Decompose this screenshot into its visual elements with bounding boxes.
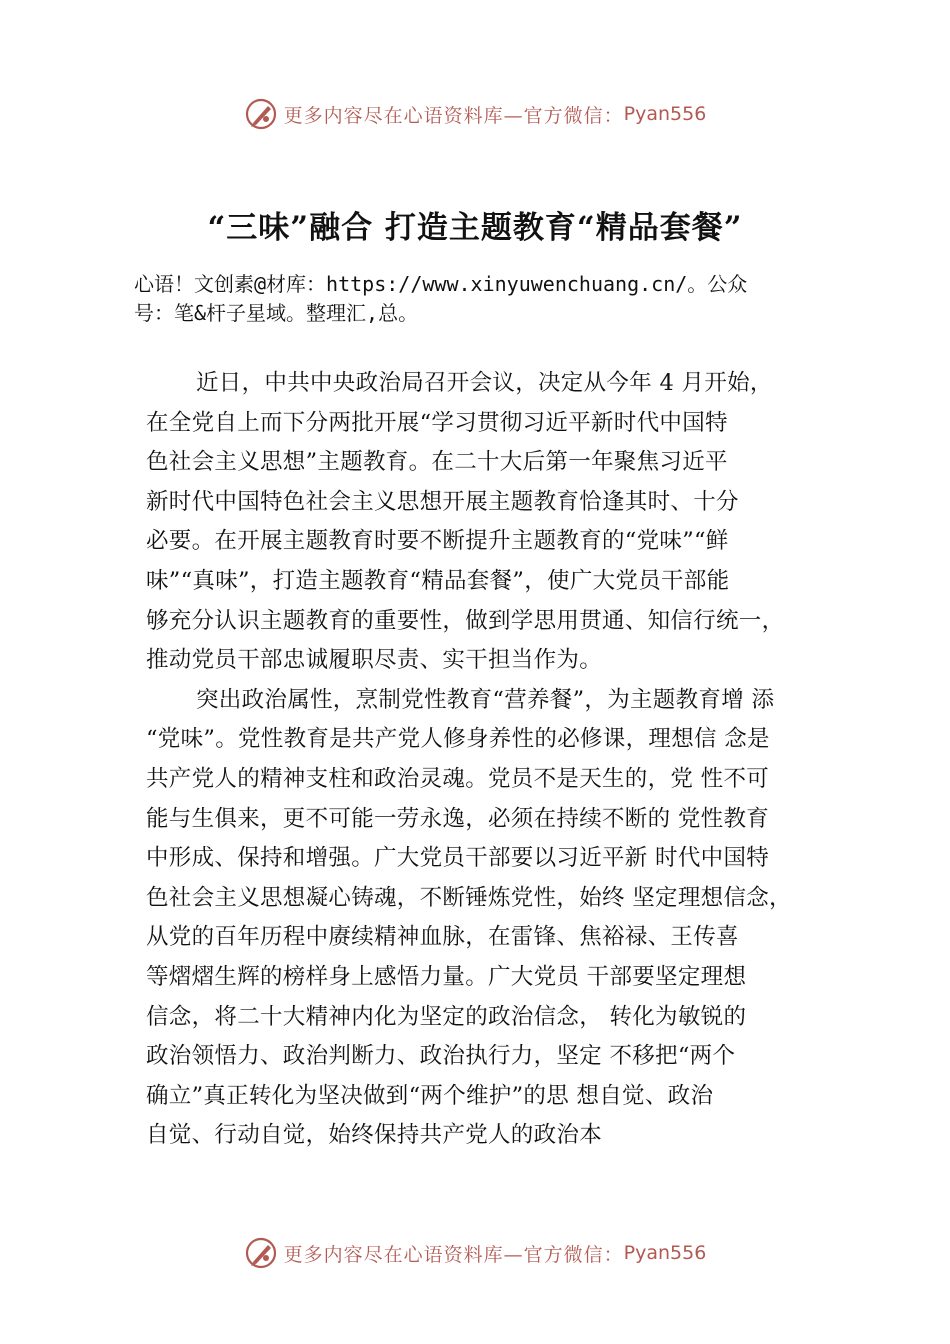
- document-title: “三味”融合 打造主题教育“精品套餐”: [207, 210, 743, 246]
- text-line: 等熠熠生辉的榜样身上感悟力量。广大党员 干部要坚定理想: [146, 963, 747, 990]
- banner-wechat-id: Pyan556: [623, 103, 707, 125]
- text-line: 在全党自上而下分两批开展“学习贯彻习近平新时代中国特: [146, 409, 728, 436]
- source-note: [134, 270, 854, 328]
- text-line: 信念，将二十大精神内化为坚定的政治信念， 转化为敏锐的: [146, 1003, 747, 1030]
- source-note-line-1: 心语！文创素@材库：https://www.xinyuwenchuang.cn/。公众: [134, 272, 748, 296]
- text-line: 色社会主义思想”主题教育。在二十大后第一年聚焦习近平: [146, 449, 728, 476]
- footer-banner: [0, 1233, 950, 1273]
- banner-text: 更多内容尽在心语资料库—官方微信：: [283, 1243, 624, 1266]
- text-line: 确立”真正转化为坚决做到“两个维护”的思 想自觉、政治: [146, 1082, 714, 1109]
- text-line: 必要。在开展主题教育时要不断提升主题教育的“党味”“鲜: [146, 528, 729, 555]
- text-line: 自觉、行动自觉，始终保持共产党人的政治本: [146, 1122, 603, 1149]
- pen-logo-icon: [244, 1236, 278, 1270]
- text-line: 政治领悟力、政治判断力、政治执行力，坚定 不移把“两个: [146, 1043, 736, 1070]
- header-banner: [0, 94, 950, 134]
- text-line: 近日，中共中央政治局召开会议，决定从今年 4 月开始，: [196, 370, 773, 396]
- text-line: 新时代中国特色社会主义思想开展主题教育恰逢其时、十分: [146, 488, 739, 515]
- text-line: 突出政治属性，烹制党性教育“营养餐”，为主题教育增 添: [196, 686, 775, 713]
- paragraph-2: [146, 681, 856, 1156]
- banner-wechat-id: Pyan556: [623, 1242, 707, 1264]
- text-line: 共产党人的精神支柱和政治灵魂。党员不是天生的，党 性不可: [146, 765, 770, 792]
- text-line: 推动党员干部忠诚履职尽责、实干担当作为。: [146, 647, 603, 674]
- banner-text: 更多内容尽在心语资料库—官方微信：: [283, 104, 624, 127]
- paragraph-1: [146, 364, 856, 681]
- source-note-line-2: 号：笔&杆子星域。整理汇,总。: [134, 301, 419, 325]
- text-line: 味”“真味”，打造主题教育“精品套餐”，使广大党员干部能: [146, 567, 730, 594]
- text-line: 能与生俱来，更不可能一劳永逸，必须在持续不断的 党性教育: [146, 805, 770, 832]
- text-line: 够充分认识主题教育的重要性，做到学思用贯通、知信行统一，: [146, 607, 785, 634]
- text-line: “党味”。党性教育是共产党人修身养性的必修课，理想信 念是: [146, 726, 770, 753]
- text-line: 从党的百年历程中赓续精神血脉，在雷锋、焦裕禄、王传喜: [146, 924, 739, 951]
- pen-logo-icon: [244, 97, 278, 131]
- article-body: [146, 364, 856, 1156]
- text-line: 色社会主义思想凝心铸魂，不断锤炼党性，始终 坚定理想信念，: [146, 884, 792, 911]
- text-line: 中形成、保持和增强。广大党员干部要以习近平新 时代中国特: [146, 845, 770, 872]
